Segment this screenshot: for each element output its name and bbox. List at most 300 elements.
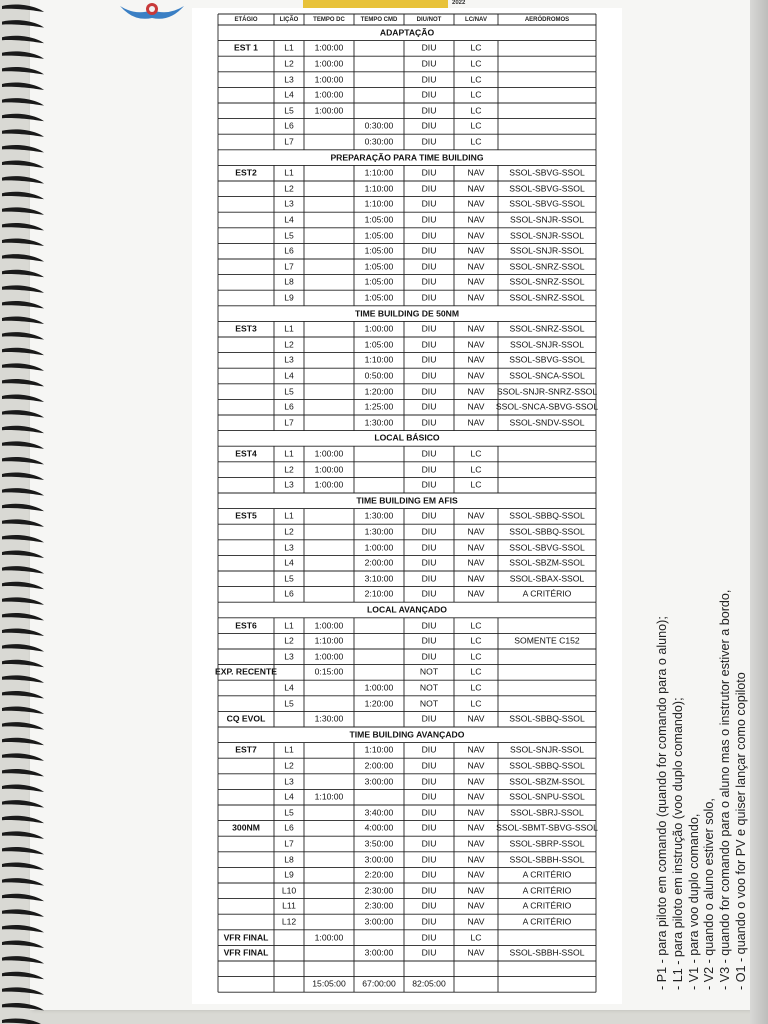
- spiral-ring: [2, 426, 44, 433]
- spiral-ring: [2, 535, 44, 542]
- table-cell-lc: LC: [470, 682, 482, 693]
- table-cell-licao: L6: [284, 245, 294, 256]
- table-cell-diu: DIU: [421, 58, 437, 69]
- table-cell-lc: LC: [470, 58, 482, 69]
- column-header: LIÇÃO: [279, 16, 299, 23]
- table-cell-diu: DIU: [421, 526, 437, 537]
- table-cell-licao: L2: [284, 464, 294, 475]
- table-cell-est: EXP. RECENTE: [215, 667, 277, 678]
- spiral-ring: [2, 831, 44, 838]
- table-cell-aero: SSOL-SBBQ-SSOL: [509, 526, 585, 537]
- table-cell-diu: DIU: [421, 651, 437, 662]
- table-cell-licao: L6: [284, 401, 294, 412]
- table-cell-diu: DIU: [421, 635, 437, 646]
- table-cell-aero: SSOL-SNJR-SSOL: [509, 745, 585, 756]
- spiral-ring: [2, 675, 44, 682]
- table-cell-lc: LC: [470, 620, 482, 631]
- table-cell-lc: NAV: [467, 292, 485, 303]
- table-cell-licao: L10: [281, 885, 297, 896]
- table-cell-lc: LC: [470, 74, 482, 85]
- legend-note: - L1 - para piloto em instrução (voo duplo comando);: [670, 697, 685, 990]
- column-header: ETÁGIO: [234, 16, 258, 23]
- table-cell-licao: L4: [284, 89, 294, 100]
- table-cell-cmd: 3:00:00: [364, 947, 394, 958]
- table-cell-diu: DIU: [421, 214, 437, 225]
- table-cell-diu: DIU: [421, 370, 437, 381]
- table-cell-lc: NAV: [467, 885, 485, 896]
- table-cell-licao: L9: [284, 869, 294, 880]
- spiral-ring: [2, 67, 44, 74]
- table-cell-cmd: 2:00:00: [364, 557, 394, 568]
- spiral-ring: [2, 395, 44, 402]
- table-cell-diu: DIU: [421, 339, 437, 350]
- table-cell-lc: NAV: [467, 386, 485, 397]
- training-table: [192, 8, 622, 1004]
- spiral-ring: [2, 597, 44, 604]
- table-cell-dc: 1:00:00: [314, 651, 344, 662]
- table-cell-aero: SSOL-SBAX-SSOL: [509, 573, 585, 584]
- table-cell-lc: NAV: [467, 947, 485, 958]
- spiral-ring: [2, 207, 44, 214]
- spiral-ring: [2, 551, 44, 558]
- table-cell-dc: 1:00:00: [314, 89, 344, 100]
- table-cell-aero: SSOL-SBVG-SSOL: [509, 355, 585, 366]
- table-cell-licao: L1: [284, 167, 294, 178]
- table-cell-aero: A CRITÉRIO: [522, 901, 572, 912]
- table-cell-cmd: 1:30:00: [364, 526, 394, 537]
- spiral-ring: [2, 894, 44, 901]
- table-cell-lc: NAV: [467, 589, 485, 600]
- spiral-ring: [2, 707, 44, 714]
- table-cell-licao: L7: [284, 417, 294, 428]
- section-title: TIME BUILDING AVANÇADO: [349, 729, 465, 740]
- table-cell-est: EST7: [235, 745, 257, 756]
- table-cell-licao: L3: [284, 74, 294, 85]
- table-cell-licao: L4: [284, 791, 294, 802]
- table-cell-aero: A CRITÉRIO: [522, 885, 572, 896]
- spiral-ring: [2, 36, 44, 43]
- table-cell-aero: SSOL-SBVG-SSOL: [509, 199, 585, 210]
- table-cell-lc: NAV: [467, 760, 485, 771]
- table-cell-lc: NAV: [467, 355, 485, 366]
- table-cell-cmd: 1:10:00: [364, 183, 394, 194]
- section-title: LOCAL BÁSICO: [374, 433, 440, 444]
- spiral-ring: [2, 317, 44, 324]
- table-cell-aero: SSOL-SBVG-SSOL: [509, 183, 585, 194]
- table-cell-lc: NAV: [467, 854, 485, 865]
- table-cell-cmd: 2:10:00: [364, 589, 394, 600]
- table-cell-licao: L12: [281, 916, 297, 927]
- section-title: TIME BUILDING DE 50NM: [354, 308, 460, 319]
- table-cell-licao: L7: [284, 261, 294, 272]
- spiral-ring: [2, 129, 44, 136]
- table-cell-cmd: 0:50:00: [364, 370, 394, 381]
- table-cell-licao: L6: [284, 823, 294, 834]
- table-cell-diu: DIU: [421, 401, 437, 412]
- table-cell-licao: L6: [284, 589, 294, 600]
- legend-notes: [655, 190, 750, 990]
- table-cell-licao: L3: [284, 199, 294, 210]
- table-cell-cmd: 1:30:00: [364, 417, 394, 428]
- spiral-ring: [2, 1003, 44, 1010]
- table-cell-licao: L3: [284, 479, 294, 490]
- table-cell-diu: DIU: [421, 74, 437, 85]
- spiral-ring: [2, 488, 44, 495]
- table-cell-dc: 1:00:00: [314, 448, 344, 459]
- table-cell-cmd: 3:40:00: [364, 807, 394, 818]
- spiral-ring: [2, 83, 44, 90]
- spiral-ring: [2, 363, 44, 370]
- spiral-ring: [2, 660, 44, 667]
- table-cell-lc: NAV: [467, 776, 485, 787]
- table-cell-lc: NAV: [467, 713, 485, 724]
- table-cell-lc: LC: [470, 89, 482, 100]
- table-cell-lc: NAV: [467, 214, 485, 225]
- spiral-ring: [2, 816, 44, 823]
- table-cell-diu: DIU: [421, 386, 437, 397]
- spiral-ring: [2, 473, 44, 480]
- title-banner: [303, 0, 448, 8]
- spiral-ring: [2, 223, 44, 230]
- spiral-ring: [2, 878, 44, 885]
- table-cell-est: EST4: [235, 448, 257, 459]
- table-cell-lc: NAV: [467, 838, 485, 849]
- table-cell-dc: 1:00:00: [314, 932, 344, 943]
- table-cell-cmd: 3:50:00: [364, 838, 394, 849]
- table-cell-dc: 1:00:00: [314, 74, 344, 85]
- table-cell-cmd: 0:30:00: [364, 121, 394, 132]
- spiral-ring: [2, 239, 44, 246]
- table-cell-lc: NAV: [467, 323, 485, 334]
- table-cell-aero: SSOL-SNRZ-SSOL: [509, 261, 585, 272]
- table-cell-dc: 1:00:00: [314, 43, 344, 54]
- table-cell-lc: LC: [470, 121, 482, 132]
- table-cell-cmd: 1:00:00: [364, 682, 394, 693]
- table-cell-licao: L1: [284, 323, 294, 334]
- table-cell-cmd: 1:10:00: [364, 355, 394, 366]
- table-cell-diu: DIU: [421, 776, 437, 787]
- table-cell-licao: L1: [284, 745, 294, 756]
- table-cell-lc: LC: [470, 464, 482, 475]
- table-cell-aero: SOMENTE C152: [514, 635, 580, 646]
- table-cell-diu: DIU: [421, 245, 437, 256]
- table-cell-diu: DIU: [421, 105, 437, 116]
- table-cell-cmd: 1:20:00: [364, 386, 394, 397]
- table-cell-aero: SSOL-SBVG-SSOL: [509, 167, 585, 178]
- spiral-ring: [2, 98, 44, 105]
- table-cell-aero: SSOL-SBBH-SSOL: [509, 854, 585, 865]
- table-cell-licao: L2: [284, 635, 294, 646]
- table-cell-dc: 1:30:00: [314, 713, 344, 724]
- spiral-ring: [2, 941, 44, 948]
- table-cell-diu: DIU: [421, 323, 437, 334]
- table-cell-licao: L5: [284, 698, 294, 709]
- spiral-ring: [2, 332, 44, 339]
- table-cell-licao: L3: [284, 651, 294, 662]
- table-cell-diu: 82:05:00: [412, 979, 446, 990]
- table-cell-diu: DIU: [421, 292, 437, 303]
- table-cell-licao: L11: [282, 901, 296, 912]
- table-cell-cmd: 1:10:00: [364, 745, 394, 756]
- column-header: DIU/NOT: [416, 16, 442, 23]
- table-cell-lc: NAV: [467, 339, 485, 350]
- spiral-ring: [2, 301, 44, 308]
- table-cell-diu: DIU: [421, 589, 437, 600]
- table-cell-cmd: 1:10:00: [364, 199, 394, 210]
- table-cell-aero: SSOL-SBMT-SBVG-SSOL: [496, 823, 598, 834]
- table-cell-diu: DIU: [421, 277, 437, 288]
- table-cell-lc: NAV: [467, 401, 485, 412]
- table-cell-aero: SSOL-SBBQ-SSOL: [509, 760, 585, 771]
- table-cell-dc: 1:00:00: [314, 464, 344, 475]
- spiral-ring: [2, 441, 44, 448]
- spiral-ring: [2, 800, 44, 807]
- table-cell-aero: SSOL-SBZM-SSOL: [509, 776, 585, 787]
- table-cell-cmd: 3:10:00: [364, 573, 394, 584]
- table-cell-lc: NAV: [467, 230, 485, 241]
- table-cell-lc: NAV: [467, 370, 485, 381]
- table-cell-aero: SSOL-SBBQ-SSOL: [509, 511, 585, 522]
- table-cell-licao: L7: [284, 136, 294, 147]
- table-cell-cmd: 1:05:00: [364, 230, 394, 241]
- spiral-ring: [2, 644, 44, 651]
- table-cell-aero: SSOL-SNRZ-SSOL: [509, 277, 585, 288]
- spiral-ring: [2, 114, 44, 121]
- table-cell-lc: NAV: [467, 823, 485, 834]
- table-cell-lc: NAV: [467, 869, 485, 880]
- table-cell-licao: L1: [284, 511, 294, 522]
- table-cell-cmd: 67:00:00: [362, 979, 396, 990]
- table-cell-diu: DIU: [421, 901, 437, 912]
- table-cell-lc: LC: [470, 667, 482, 678]
- table-cell-cmd: 1:05:00: [364, 292, 394, 303]
- table-cell-lc: NAV: [467, 573, 485, 584]
- spiral-ring: [2, 51, 44, 58]
- table-cell-dc: 15:05:00: [312, 979, 346, 990]
- table-cell-aero: SSOL-SNJR-SSOL: [509, 214, 585, 225]
- table-cell-aero: SSOL-SBBH-SSOL: [509, 947, 585, 958]
- table-cell-est: EST 1: [234, 43, 258, 54]
- spiral-ring: [2, 629, 44, 636]
- table-cell-diu: DIU: [421, 183, 437, 194]
- table-cell-licao: L1: [284, 448, 294, 459]
- table-cell-lc: NAV: [467, 261, 485, 272]
- spiral-ring: [2, 785, 44, 792]
- table-cell-cmd: 1:05:00: [364, 339, 394, 350]
- table-cell-aero: SSOL-SNJR-SNRZ-SSOL: [496, 386, 598, 397]
- table-cell-diu: DIU: [421, 745, 437, 756]
- spiral-ring: [2, 285, 44, 292]
- spiral-ring: [2, 192, 44, 199]
- table-cell-lc: LC: [470, 932, 482, 943]
- table-cell-lc: NAV: [467, 277, 485, 288]
- table-cell-licao: L4: [284, 557, 294, 568]
- table-cell-dc: 1:10:00: [314, 635, 344, 646]
- table-cell-licao: L1: [284, 620, 294, 631]
- table-cell-cmd: 4:00:00: [364, 823, 394, 834]
- table-cell-licao: L3: [284, 542, 294, 553]
- table-cell-diu: DIU: [421, 136, 437, 147]
- spiral-ring: [2, 566, 44, 573]
- column-header: TEMPO CMD: [360, 16, 398, 23]
- spiral-ring: [2, 925, 44, 932]
- table-cell-lc: NAV: [467, 526, 485, 537]
- table-cell-lc: LC: [470, 105, 482, 116]
- table-cell-diu: DIU: [421, 121, 437, 132]
- spiral-ring: [2, 956, 44, 963]
- table-cell-aero: SSOL-SBRP-SSOL: [509, 838, 585, 849]
- table-cell-diu: DIU: [421, 760, 437, 771]
- spiral-ring: [2, 691, 44, 698]
- table-cell-diu: DIU: [421, 838, 437, 849]
- column-header: LC/NAV: [465, 16, 487, 23]
- table-cell-est: VFR FINAL: [223, 947, 269, 958]
- table-cell-aero: SSOL-SNJR-SSOL: [509, 230, 585, 241]
- table-cell-cmd: 1:00:00: [364, 542, 394, 553]
- table-cell-diu: DIU: [421, 557, 437, 568]
- spiral-ring: [2, 176, 44, 183]
- table-cell-licao: L5: [284, 386, 294, 397]
- table-cell-aero: A CRITÉRIO: [522, 589, 572, 600]
- table-cell-diu: DIU: [421, 167, 437, 178]
- table-cell-licao: L5: [284, 573, 294, 584]
- table-cell-dc: 1:10:00: [314, 791, 344, 802]
- table-cell-lc: NAV: [467, 745, 485, 756]
- table-cell-licao: L3: [284, 776, 294, 787]
- table-cell-lc: LC: [470, 479, 482, 490]
- spiral-ring: [2, 753, 44, 760]
- table-cell-dc: 0:15:00: [314, 667, 344, 678]
- table-cell-licao: L4: [284, 214, 294, 225]
- table-cell-licao: L2: [284, 339, 294, 350]
- spiral-ring: [2, 20, 44, 27]
- table-cell-diu: DIU: [421, 464, 437, 475]
- legend-note: - V3 - quando for comando para o aluno mas o instrutor estiver a bordo,: [718, 589, 733, 990]
- table-cell-aero: SSOL-SNDV-SSOL: [509, 417, 585, 428]
- table-cell-lc: NAV: [467, 183, 485, 194]
- table-cell-lc: LC: [470, 43, 482, 54]
- table-cell-lc: NAV: [467, 901, 485, 912]
- table-cell-aero: SSOL-SBVG-SSOL: [509, 542, 585, 553]
- spiral-ring: [2, 379, 44, 386]
- spiral-ring: [2, 613, 44, 620]
- table-cell-licao: L4: [284, 682, 294, 693]
- table-cell-diu: DIU: [421, 854, 437, 865]
- table-cell-lc: NAV: [467, 199, 485, 210]
- table-cell-cmd: 1:05:00: [364, 214, 394, 225]
- column-header: AERÓDROMOS: [524, 16, 570, 23]
- table-cell-diu: DIU: [421, 542, 437, 553]
- table-cell-aero: A CRITÉRIO: [522, 869, 572, 880]
- table-cell-diu: DIU: [421, 869, 437, 880]
- table-cell-cmd: 1:05:00: [364, 277, 394, 288]
- table-cell-lc: NAV: [467, 167, 485, 178]
- table-cell-cmd: 1:00:00: [364, 323, 394, 334]
- table-cell-cmd: 2:20:00: [364, 869, 394, 880]
- table-cell-licao: L2: [284, 183, 294, 194]
- table-cell-lc: NAV: [467, 245, 485, 256]
- table-cell-cmd: 2:30:00: [364, 885, 394, 896]
- table-cell-licao: L2: [284, 58, 294, 69]
- table-cell-lc: NAV: [467, 542, 485, 553]
- table-cell-est: 300NM: [232, 823, 260, 834]
- spiral-ring: [2, 863, 44, 870]
- table-cell-diu: NOT: [419, 682, 439, 693]
- table-cell-aero: SSOL-SBBQ-SSOL: [509, 713, 585, 724]
- spiral-ring: [2, 519, 44, 526]
- table-cell-aero: A CRITÉRIO: [522, 916, 572, 927]
- table-cell-diu: DIU: [421, 947, 437, 958]
- spiral-ring: [2, 1019, 44, 1024]
- section-title: ADAPTAÇÃO: [379, 27, 435, 38]
- table-cell-diu: DIU: [421, 823, 437, 834]
- table-cell-lc: LC: [470, 651, 482, 662]
- legend-note: - V2 - quando o aluno estiver solo,: [702, 798, 717, 990]
- section-title: PREPARAÇÃO PARA TIME BUILDING: [330, 152, 484, 163]
- table-cell-aero: SSOL-SBZM-SSOL: [509, 557, 585, 568]
- table-cell-licao: L5: [284, 105, 294, 116]
- spiral-ring: [2, 909, 44, 916]
- table-cell-diu: NOT: [419, 667, 439, 678]
- legend-note: - O1 - quando o voo for PV e quiser lançar como copiloto: [733, 672, 748, 990]
- table-cell-dc: 1:00:00: [314, 479, 344, 490]
- spiral-ring: [2, 457, 44, 464]
- section-title: LOCAL AVANÇADO: [367, 604, 447, 615]
- table-cell-lc: LC: [470, 448, 482, 459]
- spiral-ring: [2, 769, 44, 776]
- table-cell-licao: L8: [284, 277, 294, 288]
- spiral-ring: [2, 738, 44, 745]
- table-cell-diu: DIU: [421, 43, 437, 54]
- table-cell-diu: DIU: [421, 479, 437, 490]
- table-cell-diu: DIU: [421, 620, 437, 631]
- table-cell-diu: DIU: [421, 791, 437, 802]
- table-cell-dc: 1:00:00: [314, 105, 344, 116]
- table-cell-cmd: 2:30:00: [364, 901, 394, 912]
- table-cell-est: VFR FINAL: [223, 932, 269, 943]
- table-cell-aero: SSOL-SNCA-SSOL: [509, 370, 585, 381]
- table-cell-lc: NAV: [467, 791, 485, 802]
- table-cell-cmd: 1:05:00: [364, 245, 394, 256]
- table-cell-diu: DIU: [421, 573, 437, 584]
- table-cell-diu: DIU: [421, 261, 437, 272]
- spiral-ring: [2, 972, 44, 979]
- table-cell-diu: DIU: [421, 417, 437, 428]
- spiral-ring: [2, 504, 44, 511]
- table-cell-diu: DIU: [421, 807, 437, 818]
- table-cell-lc: NAV: [467, 511, 485, 522]
- table-cell-cmd: 1:30:00: [364, 511, 394, 522]
- spiral-ring: [2, 5, 44, 12]
- table-cell-licao: L7: [284, 838, 294, 849]
- table-cell-lc: NAV: [467, 557, 485, 568]
- title-year: 2022: [452, 0, 466, 6]
- table-cell-dc: 1:00:00: [314, 620, 344, 631]
- table-cell-lc: LC: [470, 698, 482, 709]
- table-cell-licao: L2: [284, 526, 294, 537]
- table-cell-aero: SSOL-SNRZ-SSOL: [509, 323, 585, 334]
- table-cell-licao: L5: [284, 230, 294, 241]
- spiral-ring: [2, 722, 44, 729]
- spiral-ring: [2, 410, 44, 417]
- table-cell-lc: LC: [470, 136, 482, 147]
- table-cell-diu: DIU: [421, 355, 437, 366]
- table-cell-est: EST3: [235, 323, 257, 334]
- table-cell-licao: L1: [284, 43, 294, 54]
- table-cell-licao: L4: [284, 370, 294, 381]
- table-cell-aero: SSOL-SNRZ-SSOL: [509, 292, 585, 303]
- table-cell-diu: DIU: [421, 89, 437, 100]
